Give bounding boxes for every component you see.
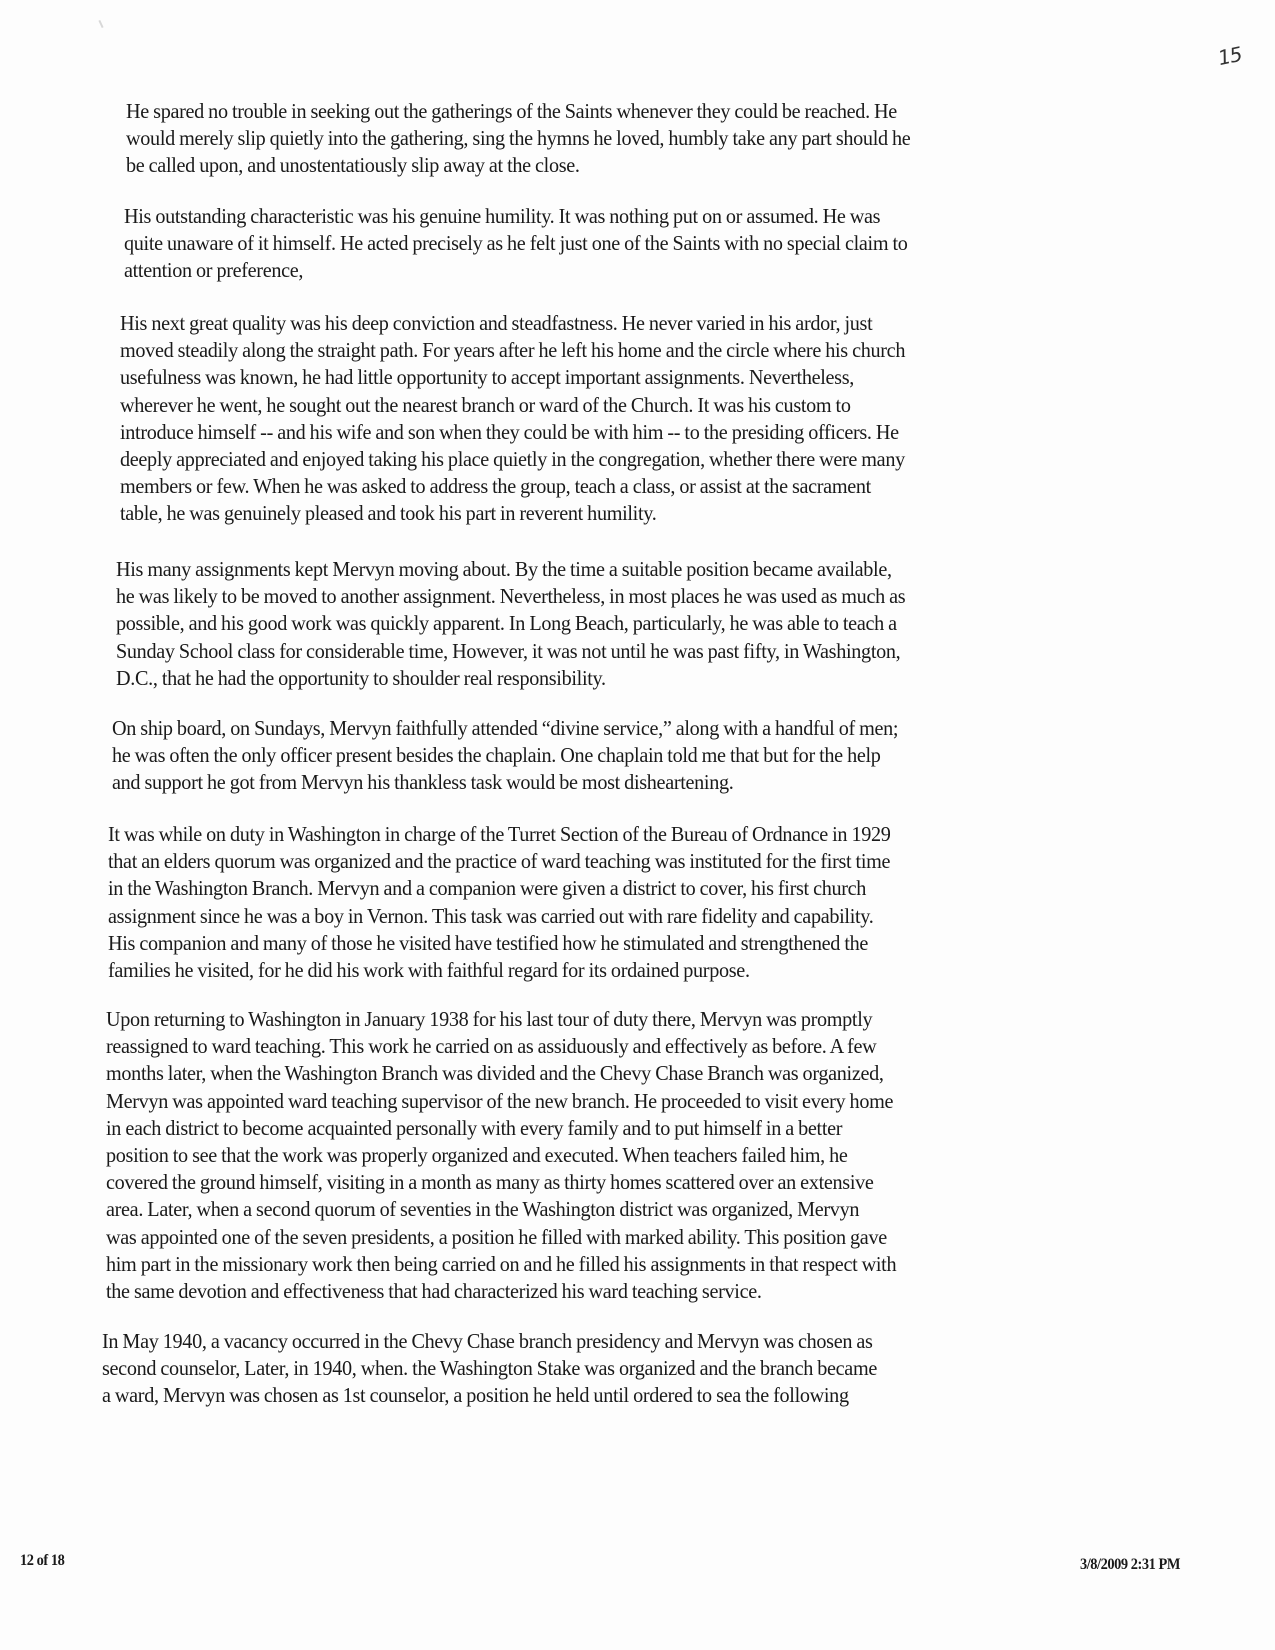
- text-line: him part in the missionary work then being carried on and he filled his assignments in that respect with: [106, 1251, 897, 1276]
- text-line: Mervyn was appointed ward teaching supervisor of the new branch. He proceeded to visit every home: [106, 1088, 894, 1113]
- text-line: attention or preference,: [124, 258, 304, 283]
- text-line: members or few. When he was asked to address the group, teach a class, or assist at the sacrament: [120, 474, 871, 499]
- text-line: Sunday School class for considerable time, However, it was not until he was past fifty, in Washington,: [116, 638, 901, 663]
- text-line: Upon returning to Washington in January 1938 for his last tour of duty there, Mervyn was promptly: [106, 1007, 873, 1031]
- text-line: On ship board, on Sundays, Mervyn faithfully attended “divine service,” along with a handful of men;: [112, 716, 899, 740]
- text-line: a ward, Mervyn was chosen as 1st counselor, a position he held until ordered to sea the following: [102, 1383, 849, 1408]
- text-line: wherever he went, he sought out the nearest branch or ward of the Church. It was his custom to: [120, 392, 851, 417]
- text-line: He spared no trouble in seeking out the gatherings of the Saints whenever they could be reached. He: [126, 99, 897, 123]
- text-line: His outstanding characteristic was his genuine humility. It was nothing put on or assumed. He was: [124, 204, 881, 228]
- text-line: the same devotion and effectiveness that had characterized his ward teaching service.: [106, 1279, 762, 1304]
- scan-artifact-mark: [98, 20, 103, 28]
- text-line: His next great quality was his deep conviction and steadfastness. He never varied in his ardor, just: [120, 311, 873, 335]
- text-line: was appointed one of the seven presidents, a position he filled with marked ability. This position gave: [106, 1224, 887, 1249]
- text-line: be called upon, and unostentatiously slip away at the close.: [126, 153, 580, 178]
- print-timestamp: 3/8/2009 2:31 PM: [1080, 1556, 1180, 1573]
- text-line: he was often the only officer present besides the chaplain. One chaplain told me that but for the help: [112, 743, 881, 768]
- text-line: reassigned to ward teaching. This work he carried on as assiduously and effectively as before. A few: [106, 1034, 877, 1059]
- text-line: moved steadily along the straight path. For years after he left his home and the circle where his church: [120, 338, 906, 363]
- text-line: assignment since he was a boy in Vernon. This task was carried out with rare fidelity and capability.: [108, 903, 874, 928]
- handwritten-page-number: 15: [1215, 41, 1244, 71]
- text-line: would merely slip quietly into the gathering, sing the hymns he loved, humbly take any part should he: [126, 126, 911, 151]
- paragraph-washington-1938: [106, 1006, 896, 1305]
- text-line: in the Washington Branch. Mervyn and a companion were given a district to cover, his first church: [108, 876, 867, 901]
- text-line: introduce himself -- and his wife and son when they could be with him -- to the presiding officers. He: [120, 419, 899, 444]
- text-line: It was while on duty in Washington in charge of the Turret Section of the Bureau of Ordnance in 1929: [108, 822, 891, 846]
- paragraph-assignments: [116, 556, 905, 692]
- text-line: families he visited, for he did his work with faithful regard for its ordained purpose.: [108, 958, 750, 983]
- text-line: deeply appreciated and enjoyed taking his place quietly in the congregation, whether there were many: [120, 447, 905, 472]
- paragraph-may-1940: [102, 1328, 877, 1410]
- text-line: second counselor, Later, in 1940, when. the Washington Stake was organized and the branch became: [102, 1356, 877, 1381]
- text-line: table, he was genuinely pleased and took his part in reverent humility.: [120, 501, 657, 526]
- paragraph-humility: [124, 203, 908, 285]
- text-line: covered the ground himself, visiting in a month as many as thirty homes scattered over an extensive: [106, 1170, 874, 1195]
- text-line: position to see that the work was properly organized and executed. When teachers failed him, he: [106, 1143, 848, 1168]
- text-line: quite unaware of it himself. He acted precisely as he felt just one of the Saints with no special claim to: [124, 231, 908, 256]
- text-line: usefulness was known, he had little opportunity to accept important assignments. Nevertheless,: [120, 365, 854, 390]
- paragraph-washington-1929: [108, 821, 891, 984]
- paragraph-gatherings: [126, 98, 910, 180]
- text-line: months later, when the Washington Branch was divided and the Chevy Chase Branch was organized,: [106, 1061, 884, 1086]
- text-line: His companion and many of those he visited have testified how he stimulated and strengthened the: [108, 930, 869, 955]
- text-line: In May 1940, a vacancy occurred in the Chevy Chase branch presidency and Mervyn was chosen as: [102, 1329, 873, 1353]
- text-line: and support he got from Mervyn his thankless task would be most disheartening.: [112, 770, 734, 795]
- text-line: he was likely to be moved to another assignment. Nevertheless, in most places he was used as much as: [116, 584, 906, 609]
- paragraph-steadfastness: [120, 310, 905, 528]
- text-line: that an elders quorum was organized and the practice of ward teaching was instituted for the first time: [108, 849, 891, 874]
- text-line: possible, and his good work was quickly apparent. In Long Beach, particularly, he was able to teach a: [116, 611, 897, 636]
- text-line: in each district to become acquainted personally with every family and to put himself in a better: [106, 1115, 843, 1140]
- page-indicator: 12 of 18: [20, 1552, 65, 1569]
- paragraph-ship-board: [112, 715, 898, 797]
- text-line: D.C., that he had the opportunity to shoulder real responsibility.: [116, 665, 606, 690]
- text-line: area. Later, when a second quorum of seventies in the Washington district was organized, Mervyn: [106, 1197, 860, 1222]
- text-line: His many assignments kept Mervyn moving about. By the time a suitable position became available,: [116, 557, 892, 581]
